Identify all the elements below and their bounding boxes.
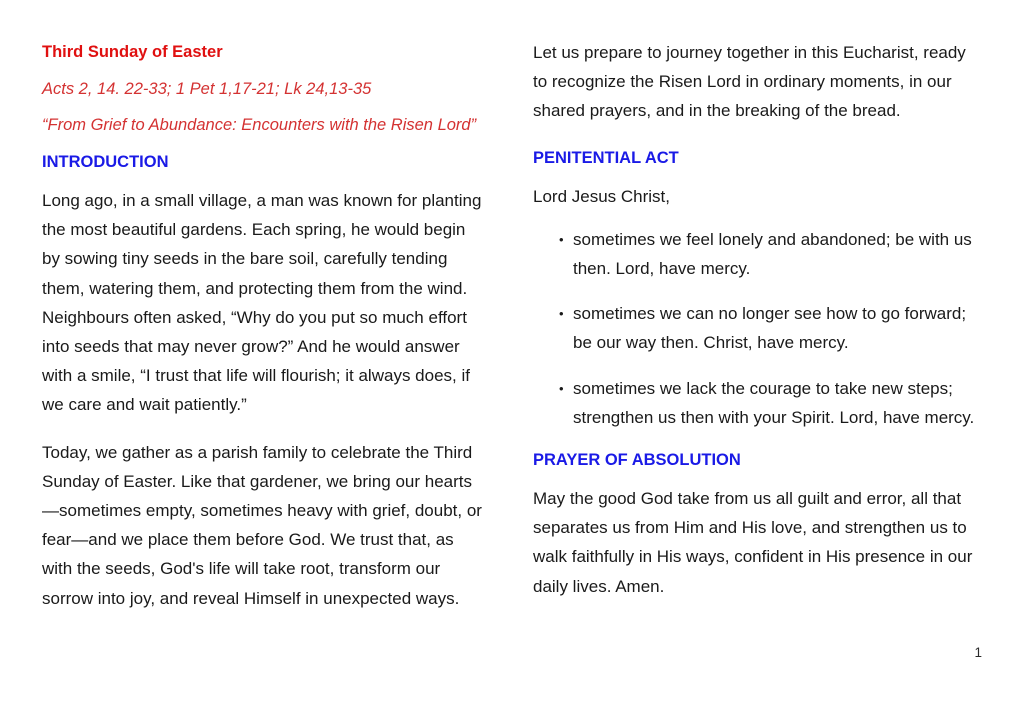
eucharist-invitation-paragraph: Let us prepare to journey together in this Eucharist, ready to recognize the Risen Lord in ordinary moments, in our shared prayers, and in the breaking of the bread. <box>533 43 966 121</box>
page-title: Third Sunday of Easter <box>42 43 223 61</box>
list-item-text: sometimes we can no longer see how to go forward; be our way then. Christ, have mercy. <box>573 304 967 353</box>
right-column <box>533 38 981 601</box>
penitential-act-list <box>533 225 981 432</box>
list-item-text: sometimes we lack the courage to take new steps; strengthen us then with your Spirit. Lord, have mercy. <box>573 378 975 427</box>
scripture-reference: Acts 2, 14. 22-33; 1 Pet 1,17-21; Lk 24,13-35 <box>42 80 372 98</box>
list-item <box>533 225 981 283</box>
bullet-point-icon: • <box>559 306 564 322</box>
introduction-paragraph-2: Today, we gather as a parish family to celebrate the Third Sunday of Easter. Like that gardener, we bring our hearts—sometimes empty, sometimes heavy with grief, doubt, or fear—and we place them before God. We trust that, as with the seeds, God's life will take root, transform our sorrow into joy, and reveal Himself in unexpected ways. <box>42 442 482 608</box>
section-heading-prayer-of-absolution: PRAYER OF ABSOLUTION <box>533 451 741 470</box>
introduction-paragraph-1: Long ago, in a small village, a man was known for planting the most beautiful gardens. Each spring, he would begin by sowing tiny seeds in the bare soil, carefully tending them, watering them, and protecting them from the wind. Neighbours often asked, “Why do you put so much effort into seeds that may never grow?” And he would answer with a smile, “I trust that life will flourish; it always does, if we care and wait patiently.” <box>42 191 482 415</box>
page-number: 1 <box>974 645 982 660</box>
list-item-text: sometimes we feel lonely and abandoned; be with us then. Lord, have mercy. <box>573 229 972 279</box>
bullet-point-icon: • <box>559 231 564 247</box>
list-item <box>533 299 981 357</box>
prayer-of-absolution-paragraph: May the good God take from us all guilt and error, all that separates us from Him and His love, and strengthen us to walk faithfully in His ways, confident in His presence in our daily lives. Amen. <box>533 489 973 596</box>
bullet-point-icon: • <box>559 380 564 396</box>
document-subtitle: “From Grief to Abundance: Encounters with the Risen Lord” <box>42 116 477 134</box>
left-column <box>42 38 487 613</box>
section-heading-introduction: INTRODUCTION <box>42 153 169 171</box>
list-item <box>533 374 981 432</box>
section-heading-penitential-act: PENITENTIAL ACT <box>533 148 679 167</box>
penitential-act-lead-line: Lord Jesus Christ, <box>533 186 670 206</box>
